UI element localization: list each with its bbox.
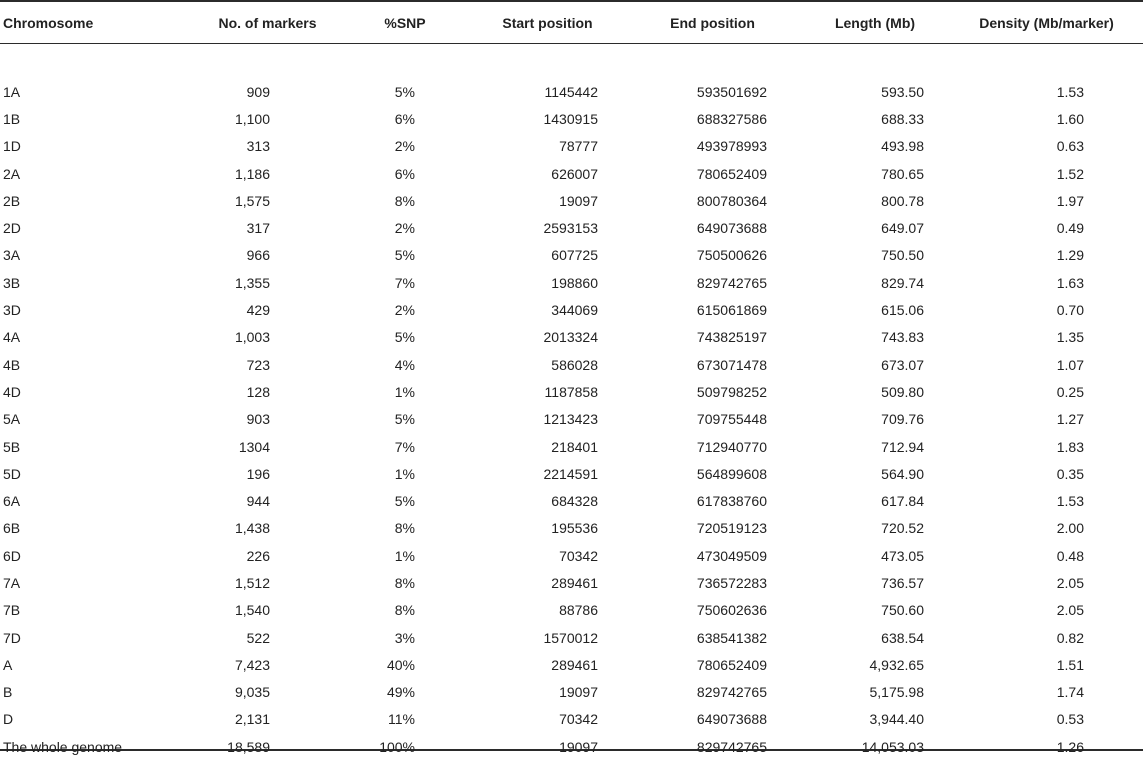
markers-cell: 1,100 (234, 110, 270, 127)
end-position-cell: 709755448 (696, 411, 767, 428)
length-cell: 800.78 (881, 192, 924, 209)
chromosome-cell: 1B (3, 110, 21, 127)
start-position-cell: 586028 (551, 356, 598, 373)
chromosome-cell: 1A (3, 83, 21, 100)
chromosome-cell: The whole genome (3, 738, 123, 755)
density-cell: 2.05 (1056, 574, 1084, 591)
snp-percent-cell: 5% (394, 83, 415, 100)
snp-percent-cell: 2% (394, 220, 415, 237)
header-snp-percent: %SNP (384, 14, 426, 31)
end-position-cell: 800780364 (696, 192, 767, 209)
table-row (0, 187, 1143, 214)
length-cell: 829.74 (881, 274, 924, 291)
markers-cell: 18,589 (227, 738, 270, 755)
snp-percent-cell: 40% (386, 656, 415, 673)
snp-percent-cell: 3% (394, 629, 415, 646)
chromosome-cell: 7B (3, 602, 21, 619)
chromosome-cell: D (3, 711, 14, 728)
chromosome-cell: 6B (3, 520, 21, 537)
table-row (0, 324, 1143, 351)
markers-cell: 1,438 (234, 520, 270, 537)
snp-percent-cell: 8% (394, 520, 415, 537)
start-position-cell: 195536 (551, 520, 598, 537)
header-length: Length (Mb) (834, 14, 916, 31)
length-cell: 3,944.40 (869, 711, 924, 728)
end-position-cell: 593501692 (696, 83, 767, 100)
markers-cell: 128 (246, 383, 270, 400)
table-row (0, 733, 1143, 760)
length-cell: 473.05 (881, 547, 924, 564)
snp-percent-cell: 8% (394, 192, 415, 209)
density-cell: 1.83 (1056, 438, 1084, 455)
snp-percent-cell: 8% (394, 602, 415, 619)
header-density: Density (Mb/marker) (979, 14, 1114, 31)
snp-percent-cell: 1% (394, 383, 415, 400)
chromosome-cell: 5B (3, 438, 21, 455)
table-row (0, 569, 1143, 596)
snp-percent-cell: 8% (394, 574, 415, 591)
start-position-cell: 1430915 (543, 110, 598, 127)
start-position-cell: 1145442 (544, 83, 598, 100)
chromosome-cell: B (3, 684, 13, 701)
density-cell: 1.52 (1056, 165, 1084, 182)
end-position-cell: 743825197 (696, 329, 767, 346)
start-position-cell: 19097 (559, 192, 598, 209)
density-cell: 0.35 (1056, 465, 1084, 482)
start-position-cell: 344069 (551, 302, 598, 319)
end-position-cell: 617838760 (696, 493, 767, 510)
table-row (0, 269, 1143, 296)
chromosome-cell: 4B (3, 356, 21, 373)
start-position-cell: 626007 (551, 165, 598, 182)
length-cell: 709.76 (881, 411, 924, 428)
start-position-cell: 2214591 (543, 465, 598, 482)
start-position-cell: 289461 (551, 656, 598, 673)
length-cell: 743.83 (881, 329, 924, 346)
end-position-cell: 750602636 (696, 602, 767, 619)
length-cell: 5,175.98 (869, 684, 924, 701)
length-cell: 780.65 (881, 165, 924, 182)
table-row (0, 487, 1143, 514)
density-cell: 1.97 (1056, 192, 1084, 209)
snp-percent-cell: 11% (388, 711, 415, 728)
chromosome-cell: 2A (3, 165, 21, 182)
start-position-cell: 1570012 (543, 629, 598, 646)
density-cell: 0.63 (1056, 138, 1084, 155)
density-cell: 1.63 (1056, 274, 1084, 291)
marker-distribution-table (0, 2, 1143, 760)
start-position-cell: 684328 (551, 493, 598, 510)
chromosome-cell: 1D (3, 138, 21, 155)
length-cell: 673.07 (881, 356, 924, 373)
spacer-row (0, 43, 1143, 78)
table-row (0, 433, 1143, 460)
table-row (0, 105, 1143, 132)
chromosome-cell: 2B (3, 192, 21, 209)
table-row (0, 597, 1143, 624)
length-cell: 564.90 (881, 465, 924, 482)
table-row (0, 242, 1143, 269)
end-position-cell: 493978993 (696, 138, 767, 155)
end-position-cell: 780652409 (696, 656, 767, 673)
header-markers: No. of markers (218, 14, 317, 31)
snp-percent-cell: 49% (386, 684, 415, 701)
markers-cell: 7,423 (234, 656, 270, 673)
chromosome-cell: 2D (3, 220, 21, 237)
table-row (0, 706, 1143, 733)
end-position-cell: 564899608 (696, 465, 767, 482)
header-row (0, 2, 1143, 43)
end-position-cell: 473049509 (696, 547, 767, 564)
end-position-cell: 780652409 (696, 165, 767, 182)
density-cell: 1.74 (1056, 684, 1084, 701)
markers-cell: 9,035 (234, 684, 270, 701)
chromosome-cell: 7D (3, 629, 21, 646)
snp-percent-cell: 7% (394, 438, 415, 455)
density-cell: 1.51 (1056, 656, 1084, 673)
start-position-cell: 2593153 (543, 220, 598, 237)
markers-cell: 226 (246, 547, 270, 564)
length-cell: 593.50 (881, 83, 924, 100)
table-row (0, 351, 1143, 378)
snp-percent-cell: 5% (394, 247, 415, 264)
end-position-cell: 615061869 (696, 302, 767, 319)
length-cell: 688.33 (881, 110, 924, 127)
chromosome-cell: 4A (3, 329, 21, 346)
start-position-cell: 19097 (559, 684, 598, 701)
length-cell: 649.07 (881, 220, 924, 237)
length-cell: 509.80 (881, 383, 924, 400)
start-position-cell: 19097 (559, 738, 598, 755)
snp-percent-cell: 1% (394, 547, 415, 564)
table-row (0, 378, 1143, 405)
length-cell: 617.84 (881, 493, 924, 510)
density-cell: 0.48 (1056, 547, 1084, 564)
snp-percent-cell: 2% (394, 138, 415, 155)
density-cell: 0.70 (1056, 302, 1084, 319)
snp-percent-cell: 5% (394, 493, 415, 510)
snp-percent-cell: 1% (394, 465, 415, 482)
end-position-cell: 829742765 (696, 738, 767, 755)
table-row (0, 679, 1143, 706)
snp-percent-cell: 5% (394, 411, 415, 428)
start-position-cell: 218401 (551, 438, 598, 455)
start-position-cell: 1187858 (544, 383, 598, 400)
end-position-cell: 638541382 (696, 629, 767, 646)
end-position-cell: 829742765 (696, 274, 767, 291)
density-cell: 1.35 (1056, 329, 1084, 346)
chromosome-cell: 5A (3, 411, 21, 428)
chromosome-cell: 3A (3, 247, 21, 264)
table-row (0, 78, 1143, 105)
markers-cell: 1,003 (234, 329, 270, 346)
end-position-cell: 712940770 (696, 438, 767, 455)
markers-cell: 313 (246, 138, 270, 155)
chromosome-cell: 3B (3, 274, 21, 291)
density-cell: 1.29 (1056, 247, 1084, 264)
snp-percent-cell: 7% (394, 274, 415, 291)
markers-cell: 1,540 (234, 602, 270, 619)
markers-cell: 1,512 (234, 574, 270, 591)
table-row (0, 296, 1143, 323)
end-position-cell: 509798252 (696, 383, 767, 400)
markers-cell: 903 (246, 411, 270, 428)
chromosome-cell: 4D (3, 383, 21, 400)
length-cell: 750.60 (881, 602, 924, 619)
end-position-cell: 720519123 (696, 520, 767, 537)
markers-cell: 522 (246, 629, 270, 646)
density-cell: 0.25 (1056, 383, 1084, 400)
markers-cell: 1,355 (234, 274, 270, 291)
end-position-cell: 750500626 (696, 247, 767, 264)
start-position-cell: 198860 (551, 274, 598, 291)
length-cell: 638.54 (881, 629, 924, 646)
end-position-cell: 673071478 (696, 356, 767, 373)
length-cell: 712.94 (881, 438, 924, 455)
chromosome-cell: 7A (3, 574, 21, 591)
end-position-cell: 649073688 (696, 711, 767, 728)
snp-percent-cell: 2% (394, 302, 415, 319)
snp-percent-cell: 4% (394, 356, 415, 373)
density-cell: 2.00 (1056, 520, 1084, 537)
length-cell: 493.98 (881, 138, 924, 155)
header-end-position: End position (670, 14, 755, 31)
markers-cell: 2,131 (234, 711, 270, 728)
table-row (0, 542, 1143, 569)
snp-percent-cell: 5% (394, 329, 415, 346)
markers-cell: 317 (246, 220, 270, 237)
table-row (0, 214, 1143, 241)
end-position-cell: 736572283 (696, 574, 767, 591)
snp-percent-cell: 6% (394, 110, 415, 127)
table-row (0, 406, 1143, 433)
end-position-cell: 829742765 (696, 684, 767, 701)
start-position-cell: 2013324 (543, 329, 598, 346)
chromosome-cell: 6D (3, 547, 21, 564)
snp-percent-cell: 6% (394, 165, 415, 182)
markers-cell: 966 (246, 247, 270, 264)
table-row (0, 624, 1143, 651)
length-cell: 720.52 (881, 520, 924, 537)
table-row (0, 133, 1143, 160)
markers-cell: 944 (246, 493, 270, 510)
markers-cell: 1,575 (234, 192, 270, 209)
chromosome-cell: 3D (3, 302, 21, 319)
header-start-position: Start position (502, 14, 593, 31)
markers-cell: 909 (246, 83, 270, 100)
length-cell: 750.50 (881, 247, 924, 264)
end-position-cell: 649073688 (696, 220, 767, 237)
header-chromosome: Chromosome (3, 14, 94, 31)
length-cell: 14,053.03 (861, 738, 924, 755)
start-position-cell: 1213423 (543, 411, 598, 428)
markers-cell: 723 (246, 356, 270, 373)
start-position-cell: 70342 (559, 711, 598, 728)
markers-cell: 1,186 (234, 165, 270, 182)
chromosome-cell: 5D (3, 465, 21, 482)
start-position-cell: 88786 (559, 602, 598, 619)
density-cell: 1.26 (1056, 738, 1084, 755)
density-cell: 0.53 (1056, 711, 1084, 728)
density-cell: 1.27 (1056, 411, 1084, 428)
markers-cell: 1304 (238, 438, 270, 455)
density-cell: 1.60 (1056, 110, 1084, 127)
density-cell: 1.53 (1056, 83, 1084, 100)
table-row (0, 460, 1143, 487)
length-cell: 615.06 (881, 302, 924, 319)
density-cell: 0.49 (1056, 220, 1084, 237)
start-position-cell: 607725 (551, 247, 598, 264)
end-position-cell: 688327586 (696, 110, 767, 127)
density-cell: 1.53 (1056, 493, 1084, 510)
start-position-cell: 78777 (559, 138, 598, 155)
markers-cell: 429 (246, 302, 270, 319)
length-cell: 4,932.65 (869, 656, 924, 673)
table-row (0, 651, 1143, 678)
table-row (0, 515, 1143, 542)
density-cell: 1.07 (1056, 356, 1084, 373)
start-position-cell: 289461 (551, 574, 598, 591)
chromosome-cell: A (3, 656, 13, 673)
density-cell: 2.05 (1056, 602, 1084, 619)
length-cell: 736.57 (881, 574, 924, 591)
density-cell: 0.82 (1056, 629, 1084, 646)
chromosome-cell: 6A (3, 493, 21, 510)
snp-percent-cell: 100% (379, 738, 415, 755)
table-row (0, 160, 1143, 187)
start-position-cell: 70342 (559, 547, 598, 564)
markers-cell: 196 (246, 465, 270, 482)
